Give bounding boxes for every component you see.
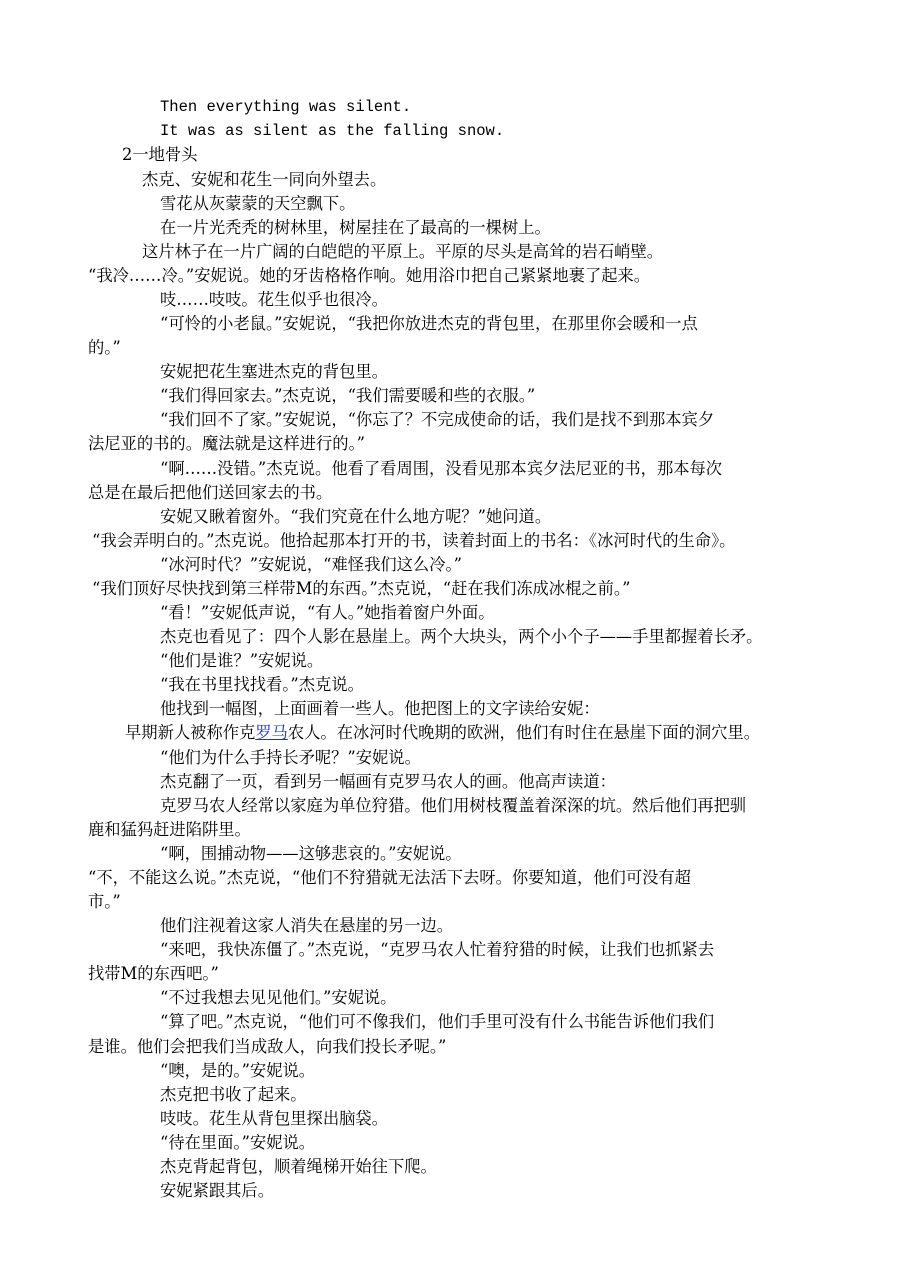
text-line: 的。” [88, 338, 121, 357]
text-line: 安妮把花生塞进杰克的背包里。 [160, 362, 388, 381]
text-line: 法尼亚的书的。魔法就是这样进行的。” [88, 434, 365, 453]
text-line: 鹿和猛犸赶进陷阱里。 [88, 820, 251, 839]
text-line: 杰克也看见了：四个人影在悬崖上。两个大块头，两个小个子——手里都握着长矛。 [160, 627, 763, 646]
text-line: 是谁。他们会把我们当成敌人，向我们投长矛呢。” [88, 1037, 447, 1056]
text-line: “来吧，我快冻僵了。”杰克说，“克罗马农人忙着狩猎的时候，让我们也抓紧去 [160, 940, 715, 959]
text-line: “算了吧。”杰克说，“他们可不像我们，他们手里可没有什么书能告诉他们我们 [160, 1012, 715, 1031]
text-line: “可怜的小老鼠。”安妮说，“我把你放进杰克的背包里，在那里你会暖和一点 [160, 314, 698, 333]
text-line: “我们回不了家。”安妮说，“你忘了？不完成使命的话，我们是找不到那本宾夕 [160, 410, 715, 429]
text-line: It was as silent as the falling snow. [160, 122, 505, 140]
text-line: 克罗马农人经常以家庭为单位狩猎。他们用树枝覆盖着深深的坑。然后他们再把驯 [160, 796, 747, 815]
text-line: 吱吱。花生从背包里探出脑袋。 [160, 1109, 388, 1128]
text-line: 安妮又瞅着窗外。“我们究竟在什么地方呢？”她问道。 [160, 507, 552, 526]
text-line: “我在书里找找看。”杰克说。 [160, 675, 364, 694]
text-line: 杰克背起背包，顺着绳梯开始往下爬。 [160, 1157, 437, 1176]
text-line: “待在里面。”安妮说。 [160, 1133, 316, 1152]
text-line: “我会弄明白的。”杰克说。他拾起那本打开的书，读着封面上的书名：《冰河时代的生命》。 [92, 531, 736, 550]
text-line: Then everything was silent. [160, 98, 412, 116]
text-line: “看！”安妮低声说，“有人。”她指着窗户外面。 [160, 603, 495, 622]
text-line: 杰克翻了一页，看到另一幅画有克罗马农人的画。他高声读道： [160, 772, 616, 791]
text-line: “我们顶好尽快找到第三样带M的东西。”杰克说，“赶在我们冻成冰棍之前。” [92, 579, 631, 598]
text-line: “不过我想去见见他们。”安妮说。 [160, 988, 397, 1007]
text-line: “冰河时代？”安妮说，“难怪我们这么冷。” [160, 555, 462, 574]
text-line: 市。” [88, 892, 121, 911]
text-line: “不，不能这么说。”杰克说，“他们不狩猎就无法活下去呀。你要知道，他们可没有超 [88, 868, 691, 887]
text-line: “啊……没错。”杰克说。他看了看周围，没看见那本宾夕法尼亚的书，那本每次 [160, 459, 723, 478]
chapter-heading: 2一地骨头 [122, 145, 198, 164]
text-line: 安妮紧跟其后。 [160, 1181, 274, 1200]
text-line: 他找到一幅图，上面画着一些人。他把图上的文字读给安妮： [160, 699, 600, 718]
text-line: 在一片光秃秃的树林里，树屋挂在了最高的一棵树上。 [160, 218, 551, 237]
romagna-link[interactable]: 罗马 [255, 723, 288, 742]
text-line: “啊，围捕动物——这够悲哀的。”安妮说。 [160, 844, 462, 863]
text-segment: 农人。在冰河时代晚期的欧洲，他们有时住在悬崖下面的洞穴里。 [287, 723, 761, 742]
text-line: “我们得回家去。”杰克说，“我们需要暖和些的衣服。” [160, 386, 536, 405]
text-line: “噢，是的。”安妮说。 [160, 1061, 316, 1080]
text-line: “我冷……冷。”安妮说。她的牙齿格格作响。她用浴巾把自己紧紧地裹了起来。 [88, 266, 651, 285]
text-line: 雪花从灰蒙蒙的天空飘下。 [160, 194, 356, 213]
text-line: “他们为什么手持长矛呢？”安妮说。 [160, 748, 421, 767]
text-line: 杰克把书收了起来。 [160, 1085, 307, 1104]
text-line: 杰克、安妮和花生一同向外望去。 [142, 170, 387, 189]
text-line: 总是在最后把他们送回家去的书。 [88, 483, 333, 502]
text-line: 找带M的东西吧。” [88, 964, 219, 983]
text-line: 吱……吱吱。花生似乎也很冷。 [160, 290, 388, 309]
text-segment: 早期新人被称作克 [125, 723, 256, 742]
text-line: 他们注视着这家人消失在悬崖的另一边。 [160, 916, 454, 935]
text-line: “他们是谁？”安妮说。 [160, 651, 324, 670]
text-line [125, 721, 760, 745]
text-line: 这片林子在一片广阔的白皑皑的平原上。平原的尽头是高耸的岩石峭壁。 [142, 242, 664, 261]
